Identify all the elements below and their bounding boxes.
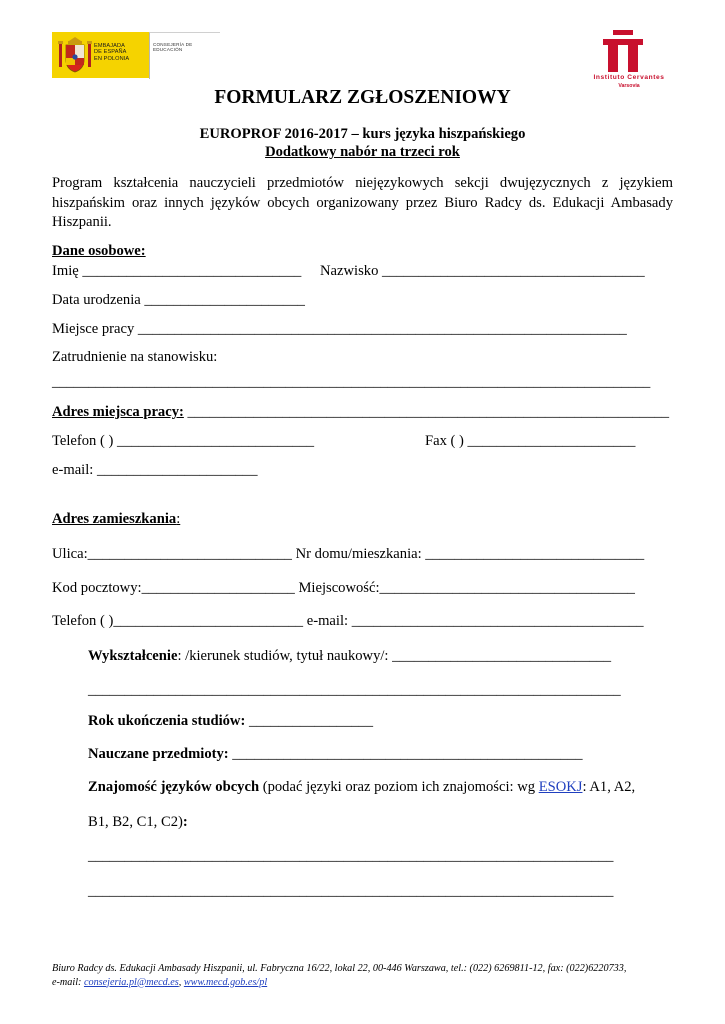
postal-code-field[interactable]: Kod pocztowy:_____________________ Miejscowość:___________________________________	[52, 580, 635, 596]
consejeria-logo	[149, 32, 220, 79]
languages-line-field[interactable]: ________________________________________________________________________	[88, 848, 614, 864]
embassy-name	[94, 43, 129, 62]
footer-website-link[interactable]: www.mecd.gob.es/pl	[183, 976, 268, 988]
work-address-row	[52, 404, 669, 421]
education-row	[88, 648, 611, 665]
instituto-cervantes-logo-icon	[601, 28, 645, 74]
home-address-heading: Adres zamieszkania	[52, 511, 177, 527]
work-address-field[interactable]: __________________________________________________________________	[183, 404, 670, 420]
graduation-year-label: Rok ukończenia studiów:	[88, 713, 246, 729]
languages-levels: : A1, A2,	[582, 779, 636, 795]
work-email-field[interactable]: e-mail: ______________________	[52, 462, 258, 478]
street-field[interactable]: Ulica:____________________________ Nr domu/mieszkania: ______________________________	[52, 546, 645, 562]
languages-row	[88, 779, 635, 796]
position-label: Zatrudnienie na stanowisku:	[52, 349, 218, 365]
personal-data-heading: Dane osobowe:	[52, 243, 146, 259]
work-fax-field[interactable]: Fax ( ) _______________________	[425, 433, 636, 449]
cervantes-name: Instituto Cervantes	[593, 74, 665, 81]
education-line-field[interactable]: _________________________________________________________________________	[88, 682, 621, 698]
embassy-logo	[52, 32, 149, 78]
graduation-year-row	[88, 713, 373, 730]
last-name-field[interactable]: Nazwisko ____________________________________	[320, 263, 645, 279]
form-title: FORMULARZ ZGŁOSZENIOWY	[214, 87, 511, 108]
embassy-line: EN POLONIA	[94, 55, 130, 62]
languages-levels-row	[88, 814, 188, 831]
cervantes-city: Varsovia	[618, 83, 640, 89]
footer-email-label: e-mail:	[52, 976, 84, 988]
footer	[52, 962, 677, 989]
languages-levels-colon: :	[182, 814, 188, 830]
footer-address: Biuro Radcy ds. Edukacji Ambasady Hiszpanii, ul. Fabryczna 16/22, lokal 22, 00-446 Warszawa, tel.: (022) 6269811-12, fax: (022)6220733,	[52, 963, 627, 974]
consejeria-name: CONSEJERÍA DE EDUCACIÓN	[153, 42, 193, 52]
footer-separator: ,	[178, 976, 184, 988]
home-address-heading-colon: :	[176, 511, 181, 527]
form-subtitle-recruitment: Dodatkowy nabór na trzeci rok	[265, 144, 460, 160]
workplace-field[interactable]: Miejsce pracy ___________________________________________________________________	[52, 321, 627, 337]
birth-date-field[interactable]: Data urodzenia ______________________	[52, 292, 305, 308]
languages-levels-cont: B1, B2, C1, C2)	[88, 814, 183, 830]
work-phone-field[interactable]: Telefon ( ) ___________________________	[52, 433, 315, 449]
subjects-field[interactable]: ________________________________________________	[228, 746, 583, 762]
education-label: Wykształcenie	[88, 648, 178, 664]
subjects-label: Nauczane przedmioty:	[88, 746, 229, 762]
home-phone-field[interactable]: Telefon ( )__________________________ e-mail: ________________________________________	[52, 613, 644, 629]
work-address-heading: Adres miejsca pracy:	[52, 404, 184, 420]
graduation-year-field[interactable]: _________________	[245, 713, 374, 729]
program-description: Program kształcenia nauczycieli przedmiotów niejęzykowych sekcji dwujęzycznych z językiem hiszpańskim oraz innych języków obcych organizowany przez Biuro Radcy ds. Edukacji Ambasady Hiszpanii.	[52, 175, 673, 230]
footer-email-link[interactable]: consejeria.pl@mecd.es	[83, 976, 179, 988]
first-name-field[interactable]: Imię ______________________________	[52, 263, 302, 279]
languages-line-field[interactable]: ________________________________________________________________________	[88, 883, 614, 899]
languages-label: Znajomość języków obcych	[88, 779, 260, 795]
subjects-row	[88, 746, 583, 763]
spain-coat-of-arms-icon	[58, 36, 92, 74]
embassy-line: DE ESPAÑA	[94, 49, 127, 56]
esokj-link[interactable]: ESOKJ	[538, 779, 583, 795]
embassy-line: EMBAJADA	[94, 43, 125, 49]
education-field[interactable]: : /kierunek studiów, tytuł naukowy/: ______________________________	[177, 648, 612, 664]
languages-instructions: (podać języki oraz poziom ich znajomości: wg	[259, 779, 539, 795]
home-address-heading-row	[52, 511, 180, 528]
form-subtitle: EUROPROF 2016-2017 – kurs języka hiszpańskiego	[199, 126, 526, 142]
position-field[interactable]: __________________________________________________________________________________	[52, 374, 651, 390]
